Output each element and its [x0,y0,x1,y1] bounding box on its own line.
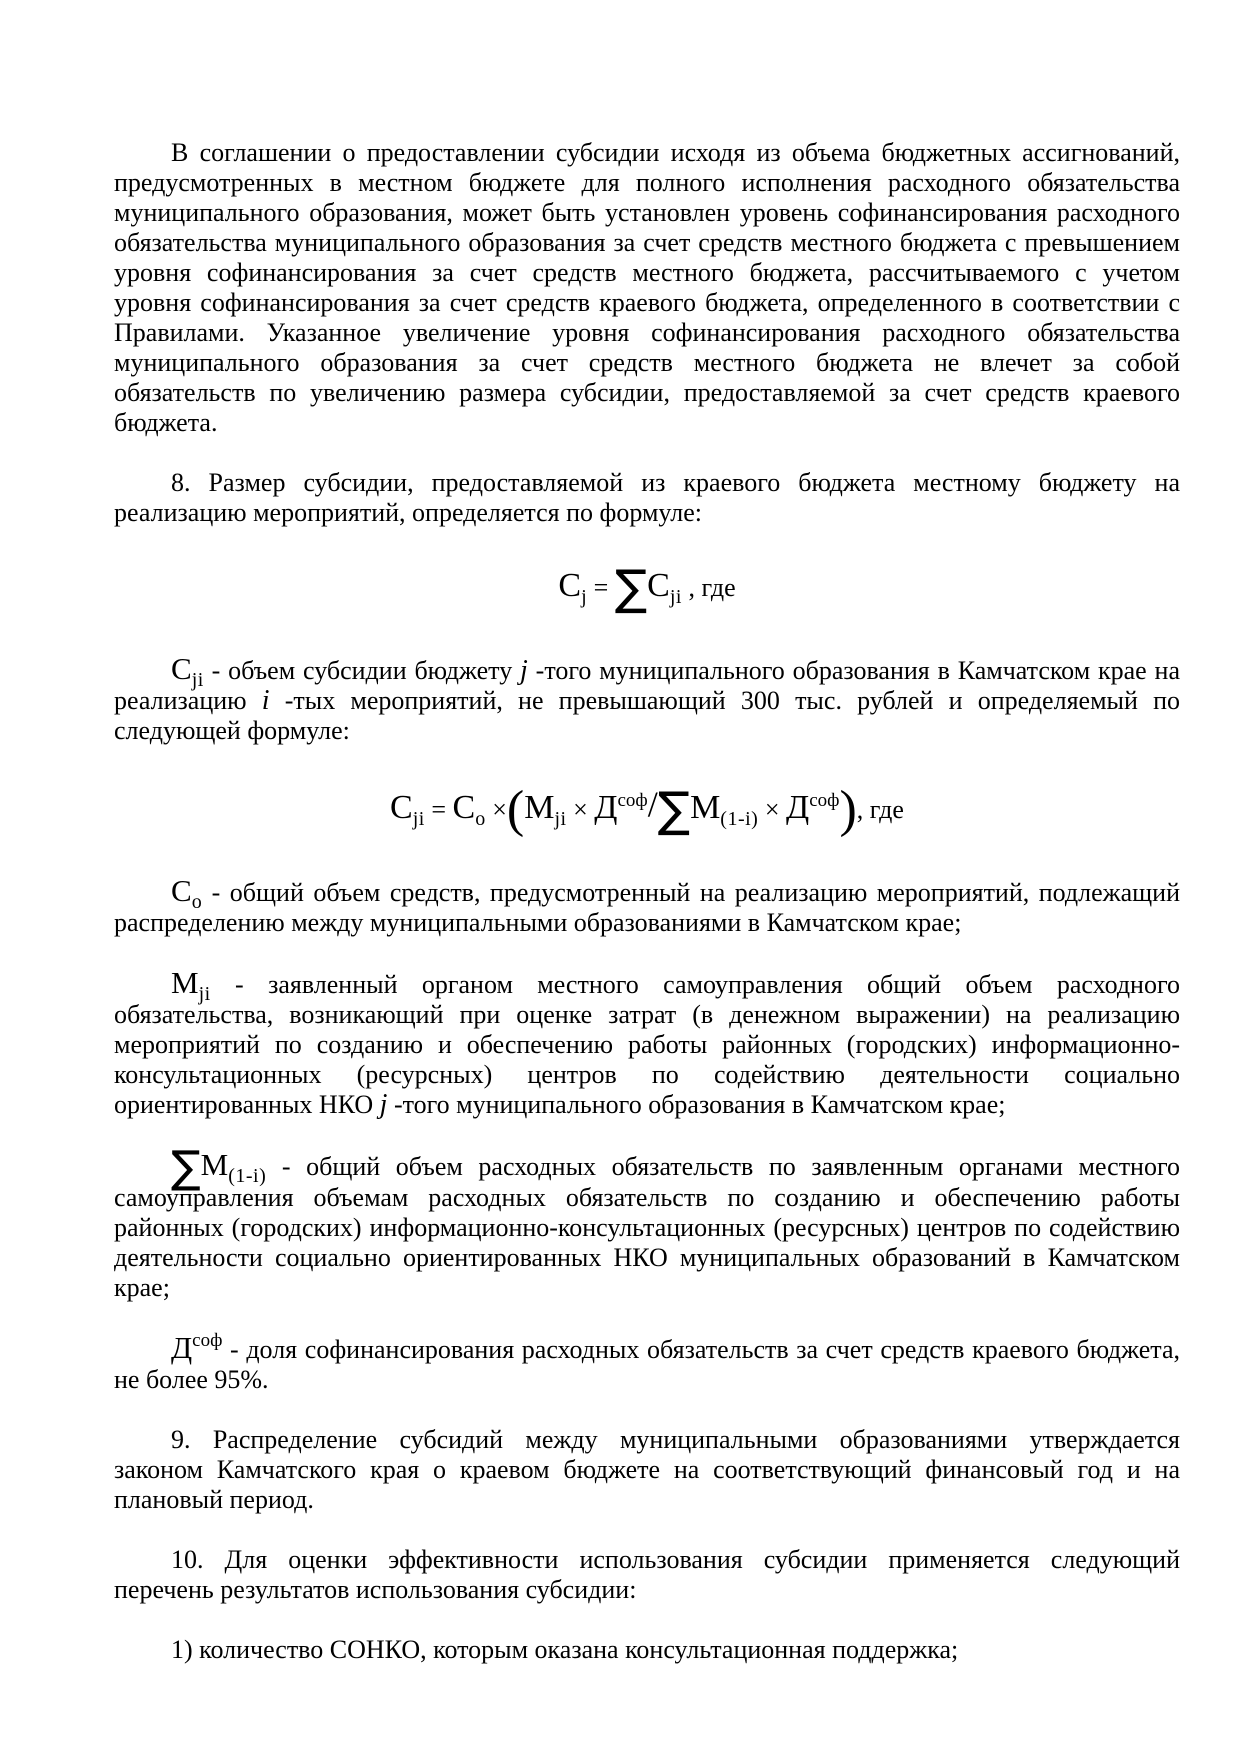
math-superscript: соф [809,790,840,811]
math-superscript: соф [617,790,648,811]
math-subscript: ji [191,669,204,691]
paragraph-item-10: 10. Для оценки эффективности использования субсидии применяется следующий перечень результатов использования субсидии: [114,1545,1180,1604]
math-subscript: ji [554,808,567,830]
big-paren: ( [506,781,525,838]
math-var-Дсоф [786,789,839,826]
document-content [114,138,1180,1665]
math-subscript: ji [669,586,682,608]
fraction-slash: / [647,784,658,824]
math-var-M(1-i) [200,1147,267,1187]
math-var-Co [452,789,486,830]
math-var-Cj [558,567,588,608]
math-var-base: C [171,873,192,908]
math-subscript: o [191,891,203,913]
paragraph-item-9: 9. Распределение субсидий между муниципальными образованиями утверждается законом Камчатского края о краевом бюджете на соответствующий финансовый год и на плановый период. [114,1425,1180,1514]
math-subscript: ji [198,983,211,1005]
summation-symbol: ∑ [614,560,648,616]
math-var-base: M [524,789,555,826]
math-var-M(1-i) [690,789,759,830]
math-var-Mji [171,965,211,1005]
math-var-italic-j: j [379,1089,388,1120]
math-subscript: (1-i) [720,808,759,830]
math-superscript: соф [192,1330,223,1351]
big-paren: ) [839,781,857,838]
paragraph-agreement-cofinancing: В соглашении о предоставлении субсидии исходя из объема бюджетных ассигнований, предусмотренных в местном бюджете для полного исполнения расходного обязательства муниципального образования, может быть установлен уровень софинансирования расходного обязательства муниципального образования за счет средств местного бюджета с превышением уровня софинансирования за счет средств местного бюджета, рассчитываемого с учетом уровня софинансирования за счет средств краевого бюджета, определенного в соответствии с Правилами. Указанное увеличение уровня софинансирования расходного обязательства муниципального образования за счет средств местного бюджета не влечет за собой обязательств по увеличению размера субсидии, предоставляемой за счет средств краевого бюджета. [114,138,1180,437]
math-var-Co [171,873,203,913]
math-var-Mji [524,789,567,830]
math-var-Cji [390,789,425,830]
math-subscript: ji [412,808,425,830]
paragraph-def-co: $C_o$ - общий объем средств, предусмотренный на реализацию мероприятий, подлежащий распределению между муниципальными образованиями в Камчатском крае; [114,873,1180,937]
paragraph-item-8: 8. Размер субсидии, предоставляемой из краевого бюджета местному бюджету на реализацию мероприятий, определяется по формуле: [114,468,1180,527]
math-var-Дсоф [171,1330,222,1365]
math-var-Cji [647,567,682,608]
math-var-base: Д [594,789,618,826]
math-var-base: C [171,651,192,686]
math-var-base: C [647,567,670,604]
math-subscript: (1-i) [228,1165,267,1187]
math-var-base: C [452,789,476,826]
math-var-base: C [390,789,413,826]
math-var-base: M [690,789,721,826]
math-var-base: C [558,567,582,604]
math-var-base: Д [786,789,810,826]
math-subscript: j [581,586,588,608]
math-var-Дсоф [594,789,647,826]
formula-subsidy-calculation: $C_{ji} = C_o \times(M_{ji} \times Д^{соф}/\sum M_{(1-i)} \times Д^{соф})$, где [390,781,904,838]
paragraph-def-sum-m: $\sum M_{(1-i)}$ - общий объем расходных обязательств по заявленным органами местного самоуправления объемам расходных обязательств по созданию и обеспечению работы районных (городских) информационно-консультационных (ресурсных) центров по содействию деятельности социально ориентированных НКО муниципальных образований в Камчатском крае; [114,1142,1180,1302]
math-var-base: M [200,1147,229,1182]
math-var-italic-j: j [520,655,528,686]
math-var-base: Д [171,1330,193,1365]
math-var-italic-i: i [261,685,270,716]
math-subscript: o [475,808,486,830]
math-var-Cji [171,651,204,691]
math-var-base: M [171,965,199,1000]
summation-symbol: ∑ [657,782,691,838]
formula-subsidy-total: $C_j = \sum C_{ji}$ , где [558,560,736,616]
paragraph-item-10-1: 1) количество СОНКО, которым оказана консультационная поддержка; [171,1635,959,1664]
paragraph-def-cji: $C_{ji}$ - объем субсидии бюджету j -того муниципального образования в Камчатском крае на реализацию i -тых мероприятий, не превышающий 300 тыс. рублей и определяемый по следующей формуле: [114,651,1180,745]
summation-symbol: ∑ [171,1142,201,1193]
paragraph-def-mji: $M_{ji}$ - заявленный органом местного самоуправления общий объем расходного обязательства, возникающий при оценке затрат (в денежном выражении) на реализацию мероприятий по созданию и обеспечению работы районных (городских) информационно-консультационных (ресурсных) центров по содействию деятельности социально ориентированных НКО j -того муниципального образования в Камчатском крае; [114,965,1180,1120]
paragraph-def-dsof: $Д^{соф}$ - доля софинансирования расходных обязательств за счет средств краевого бюджета, не более 95%. [114,1330,1180,1394]
